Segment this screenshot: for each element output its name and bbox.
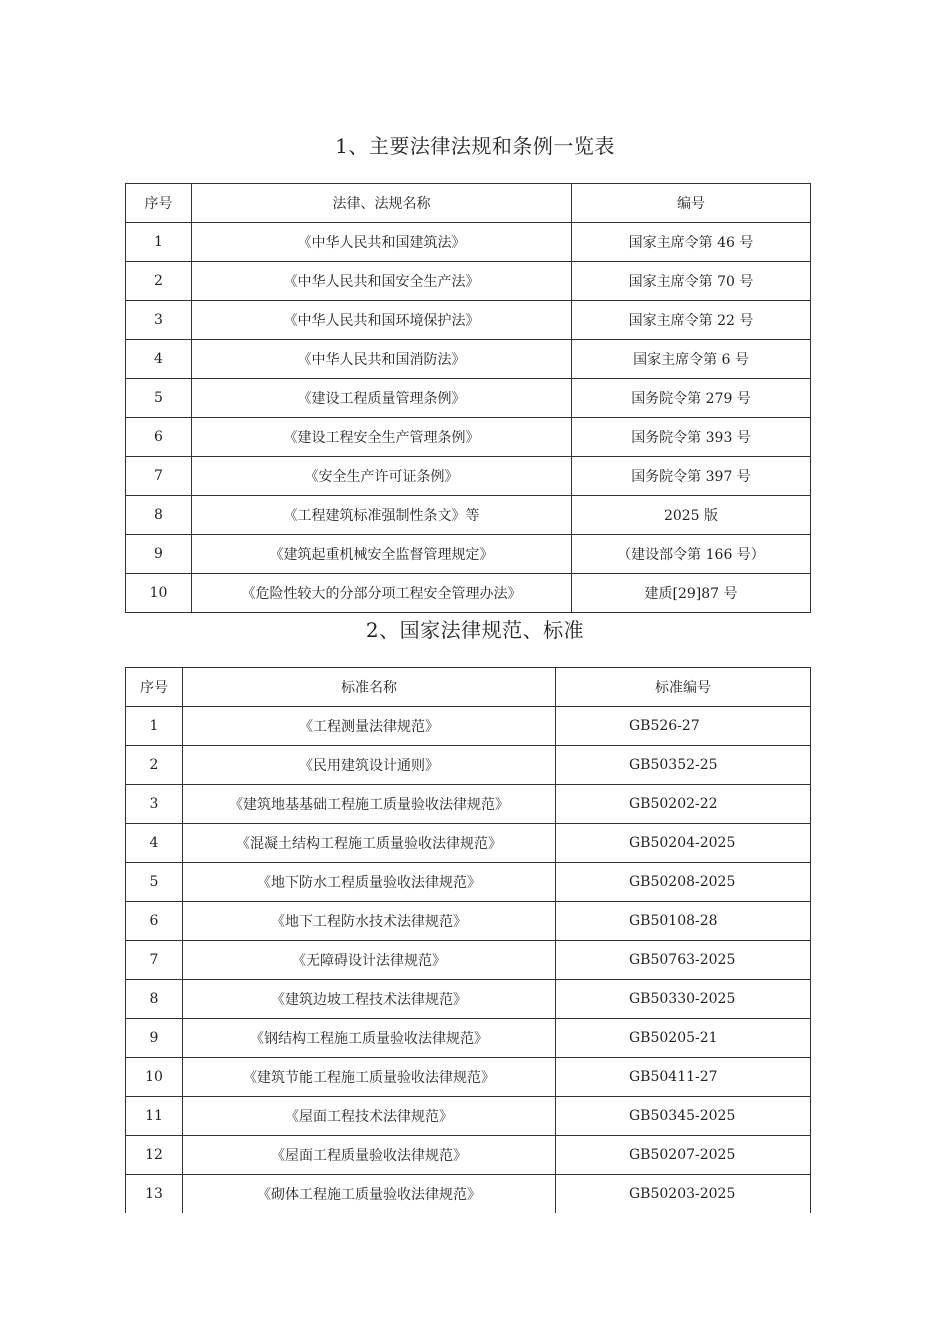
cell-code: GB50207-2025 — [556, 1136, 811, 1175]
cell-index: 6 — [126, 902, 183, 941]
table-header-row — [126, 184, 811, 223]
cell-index: 8 — [126, 980, 183, 1019]
table-row — [126, 941, 811, 980]
cell-code: 国务院令第 279 号 — [572, 379, 811, 418]
header-standard-code: 标准编号 — [556, 668, 811, 707]
cell-name: 《建筑起重机械安全监督管理规定》 — [192, 535, 572, 574]
cell-index: 9 — [126, 535, 192, 574]
table-row — [126, 746, 811, 785]
header-index: 序号 — [126, 668, 183, 707]
cell-index: 7 — [126, 941, 183, 980]
cell-name: 《建筑节能工程施工质量验收法律规范》 — [183, 1058, 556, 1097]
cell-code: GB50411-27 — [556, 1058, 811, 1097]
cell-index: 10 — [126, 1058, 183, 1097]
cell-code: GB526-27 — [556, 707, 811, 746]
cell-name: 《工程测量法律规范》 — [183, 707, 556, 746]
header-standard-name: 标准名称 — [183, 668, 556, 707]
cell-name: 《建筑地基基础工程施工质量验收法律规范》 — [183, 785, 556, 824]
table-row — [126, 340, 811, 379]
cell-index: 13 — [126, 1175, 183, 1214]
table-row — [126, 301, 811, 340]
table-row — [126, 223, 811, 262]
cell-code: 2025 版 — [572, 496, 811, 535]
cell-name: 《中华人民共和国环境保护法》 — [192, 301, 572, 340]
cell-name: 《危险性较大的分部分项工程安全管理办法》 — [192, 574, 572, 613]
cell-code: GB50352-25 — [556, 746, 811, 785]
cell-index: 4 — [126, 340, 192, 379]
section1-title: 1、主要法律法规和条例一览表 — [335, 134, 615, 158]
header-index: 序号 — [126, 184, 192, 223]
cell-code: GB50108-28 — [556, 902, 811, 941]
cell-index: 2 — [126, 262, 192, 301]
cell-name: 《屋面工程技术法律规范》 — [183, 1097, 556, 1136]
table-row — [126, 785, 811, 824]
cell-name: 《无障碍设计法律规范》 — [183, 941, 556, 980]
cell-name: 《中华人民共和国安全生产法》 — [192, 262, 572, 301]
cell-code: 国家主席令第 22 号 — [572, 301, 811, 340]
cell-code: （建设部令第 166 号） — [572, 535, 811, 574]
cell-name: 《民用建筑设计通则》 — [183, 746, 556, 785]
header-code: 编号 — [572, 184, 811, 223]
cell-name: 《工程建筑标准强制性条文》等 — [192, 496, 572, 535]
cell-name: 《混凝土结构工程施工质量验收法律规范》 — [183, 824, 556, 863]
table-row — [126, 379, 811, 418]
cell-name: 《地下防水工程质量验收法律规范》 — [183, 863, 556, 902]
cell-code: GB50763-2025 — [556, 941, 811, 980]
table-row — [126, 496, 811, 535]
cell-index: 6 — [126, 418, 192, 457]
cell-index: 5 — [126, 863, 183, 902]
cell-code: 国务院令第 393 号 — [572, 418, 811, 457]
cell-code: 国家主席令第 46 号 — [572, 223, 811, 262]
cell-code: GB50345-2025 — [556, 1097, 811, 1136]
cell-index: 1 — [126, 707, 183, 746]
cell-name: 《中华人民共和国消防法》 — [192, 340, 572, 379]
cell-name: 《安全生产许可证条例》 — [192, 457, 572, 496]
laws-table — [125, 183, 811, 613]
cell-index: 5 — [126, 379, 192, 418]
cell-index: 12 — [126, 1136, 183, 1175]
cell-code: 国家主席令第 70 号 — [572, 262, 811, 301]
cell-name: 《砌体工程施工质量验收法律规范》 — [183, 1175, 556, 1214]
section2-title: 2、国家法律规范、标准 — [365, 618, 585, 642]
table-row — [126, 824, 811, 863]
table-row — [126, 535, 811, 574]
table-row — [126, 902, 811, 941]
cell-index: 7 — [126, 457, 192, 496]
cell-index: 3 — [126, 301, 192, 340]
cell-code: GB50205-21 — [556, 1019, 811, 1058]
table-row — [126, 1175, 811, 1214]
table-row — [126, 457, 811, 496]
cell-code: 国务院令第 397 号 — [572, 457, 811, 496]
cell-name: 《建筑边坡工程技术法律规范》 — [183, 980, 556, 1019]
cell-index: 2 — [126, 746, 183, 785]
cell-name: 《中华人民共和国建筑法》 — [192, 223, 572, 262]
cell-name: 《建设工程质量管理条例》 — [192, 379, 572, 418]
table-row — [126, 418, 811, 457]
header-name: 法律、法规名称 — [192, 184, 572, 223]
cell-code: GB50208-2025 — [556, 863, 811, 902]
cell-index: 3 — [126, 785, 183, 824]
table-row — [126, 1019, 811, 1058]
table-row — [126, 1097, 811, 1136]
cell-name: 《地下工程防水技术法律规范》 — [183, 902, 556, 941]
cell-code: 建质[29]87 号 — [572, 574, 811, 613]
table-row — [126, 707, 811, 746]
table-header-row — [126, 668, 811, 707]
cell-index: 4 — [126, 824, 183, 863]
table-row — [126, 574, 811, 613]
cell-name: 《建设工程安全生产管理条例》 — [192, 418, 572, 457]
table-row — [126, 863, 811, 902]
standards-table — [125, 667, 811, 1213]
cell-code: GB50204-2025 — [556, 824, 811, 863]
table-row — [126, 980, 811, 1019]
cell-code: GB50202-22 — [556, 785, 811, 824]
table-row — [126, 1058, 811, 1097]
cell-index: 1 — [126, 223, 192, 262]
cell-name: 《钢结构工程施工质量验收法律规范》 — [183, 1019, 556, 1058]
table-row — [126, 262, 811, 301]
cell-index: 11 — [126, 1097, 183, 1136]
cell-code: GB50203-2025 — [556, 1175, 811, 1214]
cell-index: 10 — [126, 574, 192, 613]
cell-code: 国家主席令第 6 号 — [572, 340, 811, 379]
cell-index: 9 — [126, 1019, 183, 1058]
cell-code: GB50330-2025 — [556, 980, 811, 1019]
cell-index: 8 — [126, 496, 192, 535]
table-row — [126, 1136, 811, 1175]
cell-name: 《屋面工程质量验收法律规范》 — [183, 1136, 556, 1175]
